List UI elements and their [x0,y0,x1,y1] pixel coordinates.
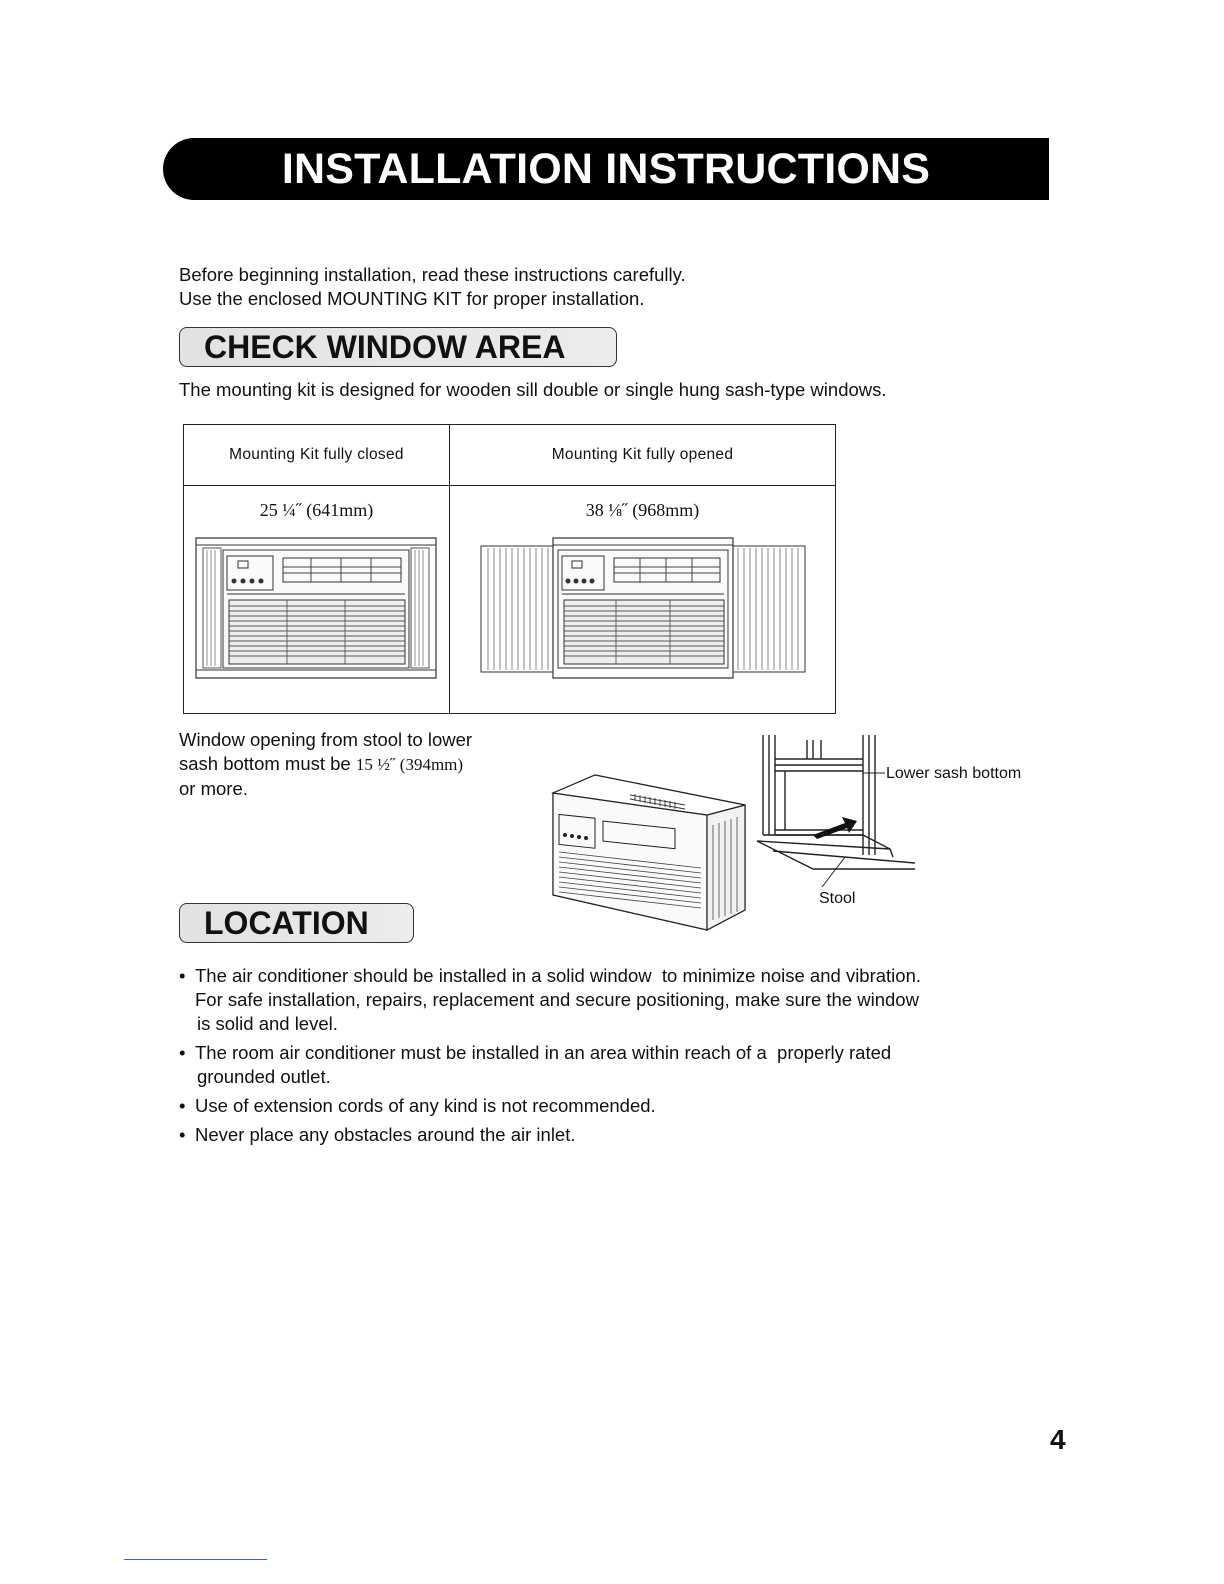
bullet-2-line-2: grounded outlet. [197,1066,331,1087]
intro-line-2: Use the enclosed MOUNTING KIT for proper installation. [179,288,645,309]
bullet-1-line-1: • The air conditioner should be installed in a solid window to minimize noise and vibration. [195,965,922,986]
requirement-line-2-prefix: sash bottom must be [179,753,356,774]
bullet-1-line-3: is solid and level. [197,1013,338,1034]
check-window-heading [179,327,617,367]
lower-sash-bottom-label: Lower sash bottom [886,765,1022,782]
table-header-row [184,425,836,486]
kit-closed-cell [184,486,450,714]
list-item [179,964,1009,1036]
bullet-1-line-2: For safe installation, repairs, replacement and secure positioning, make sure the window [195,989,919,1010]
kit-closed-header: Mounting Kit fully closed [184,425,450,486]
window-opening-requirement [179,728,472,801]
stool-label: Stool [819,890,856,907]
ac-unit-opened-illustration [480,536,806,682]
location-bullet-list [179,964,1009,1152]
list-item [179,1123,1009,1147]
kit-opened-cell [450,486,836,714]
list-item [179,1041,1009,1089]
list-item [179,1094,1009,1118]
kit-opened-header: Mounting Kit fully opened [450,425,836,486]
location-heading-text: LOCATION [204,904,369,941]
requirement-line-1: Window opening from stool to lower [179,729,473,750]
requirement-value: 15 ½˝ (394mm) [355,755,464,774]
window-installation-diagram [545,735,925,940]
kit-closed-width: 25 ¼˝ (641mm) [259,500,374,520]
check-window-heading-text: CHECK WINDOW AREA [204,328,566,365]
bullet-4-line-1: • Never place any obstacles around the air inlet. [195,1124,576,1145]
bullet-2-line-1: • The room air conditioner must be installed in an area within reach of a properly rated [195,1042,892,1063]
location-heading [179,903,414,943]
page-title: INSTALLATION INSTRUCTIONS [281,144,931,193]
check-window-description: The mounting kit is designed for wooden sill double or single hung sash-type windows. [179,379,887,400]
kit-opened-width: 38 ⅛˝ (968mm) [585,500,700,520]
table-body-row [184,486,836,714]
bullet-3-line-1: • Use of extension cords of any kind is not recommended. [195,1095,656,1116]
footer-rule [124,1559,267,1560]
intro-line-1: Before beginning installation, read these instructions carefully. [179,264,686,285]
requirement-line-2 [179,752,472,777]
intro-text [179,263,686,311]
requirement-line-3: or more. [179,778,248,799]
page-number: 4 [1050,1424,1066,1455]
ac-unit-closed-illustration [195,536,439,682]
mounting-kit-table [183,424,836,714]
title-banner [163,138,1049,200]
